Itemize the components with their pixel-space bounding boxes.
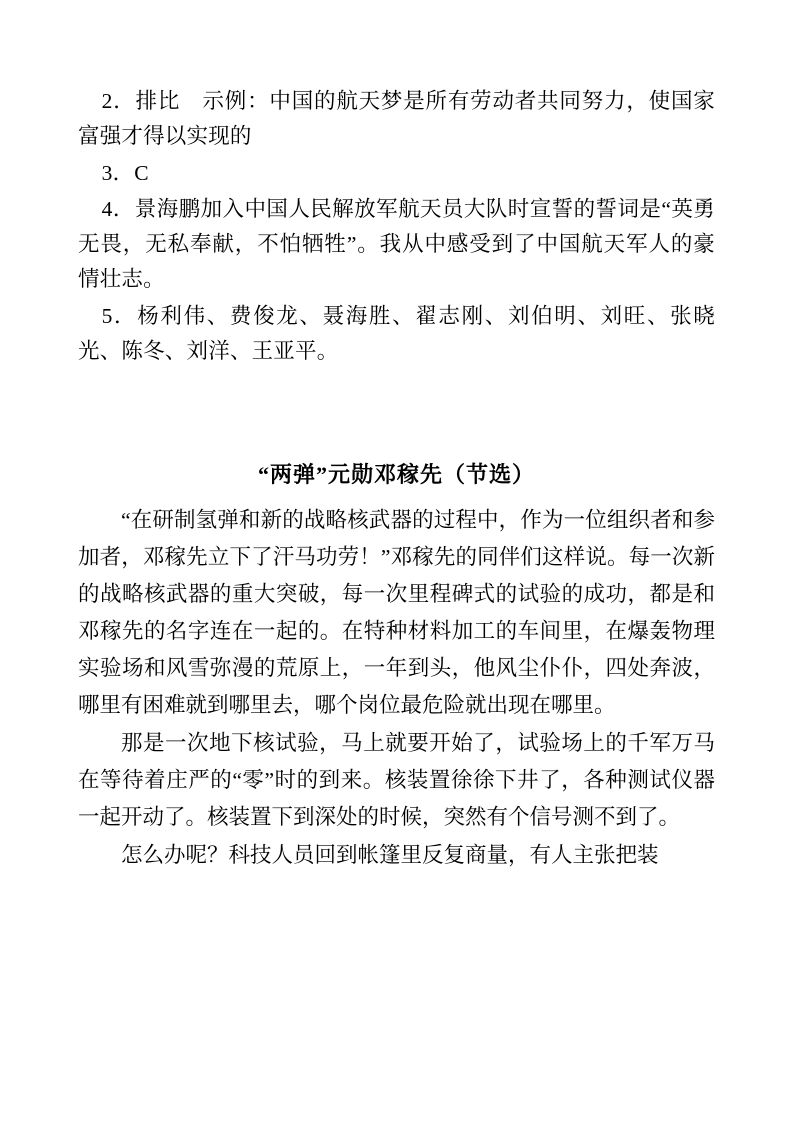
article-paragraph-1: “在研制氢弹和新的战略核武器的过程中，作为一位组织者和参加者，邓稼先立下了汗马功劳！”邓稼先的同伴们这样说。每一次新的战略核武器的重大突破，每一次里程碑式的试验的成功，都是和邓稼先的名字连在一起的。在特种材料加工的车间里，在爆轰物理实验场和风雪弥漫的荒原上，一年到头，他风尘仆仆，四处奔波，哪里有困难就到哪里去，哪个岗位最危险就出现在哪里。 (78, 507, 715, 717)
article-paragraph-2: 那是一次地下核试验，马上就要开始了，试验场上的千军万马在等待着庄严的“零”时的到来。核装置徐徐下井了，各种测试仪器一起开动了。核装置下到深处的时候，突然有个信号测不到了。 (78, 730, 715, 829)
answer-item-2: 2．排比 示例：中国的航天梦是所有劳动者共同努力，使国家富强才得以实现的 (78, 89, 715, 148)
page-content (78, 84, 715, 874)
answer-item-3: 3．C (101, 160, 149, 185)
section-spacer (78, 371, 715, 457)
answer-item-5: 5．杨利伟、费俊龙、聂海胜、翟志刚、刘伯明、刘旺、张晓光、陈冬、刘洋、王亚平。 (78, 303, 715, 363)
answers-section (78, 84, 715, 369)
article-section (78, 457, 715, 874)
article-paragraph-3: 怎么办呢？科技人员回到帐篷里反复商量，有人主张把装 (121, 842, 659, 867)
answer-item-4: 4．景海鹏加入中国人民解放军航天员大队时宣誓的誓词是“英勇无畏，无私奉献，不怕牺牲”。我从中感受到了中国航天军人的豪情壮志。 (78, 197, 715, 292)
article-title: “两弹”元勋邓稼先（节选） (257, 461, 535, 487)
